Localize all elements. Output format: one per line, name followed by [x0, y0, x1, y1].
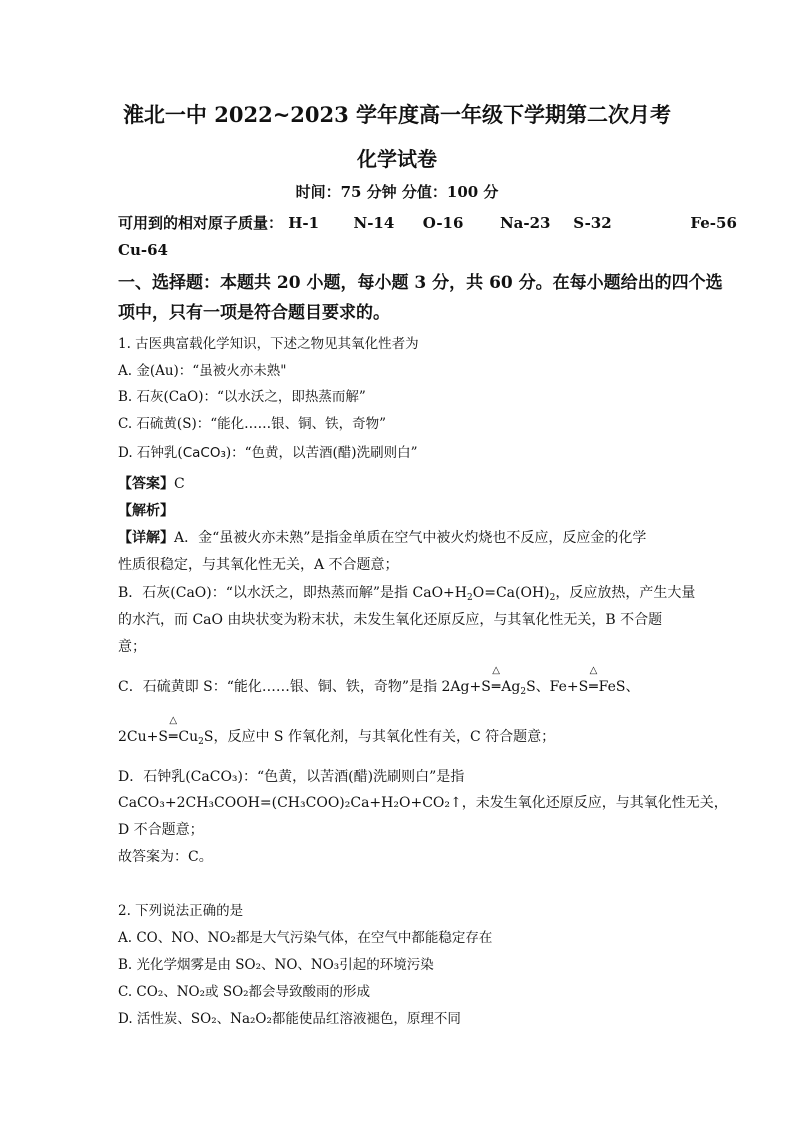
- option-a: A. 金(Au)：“虽被火亦未熟": [118, 363, 287, 379]
- detail-c-pre: C．石硫黄即 S：“能化……银、铜、铁，奇物”是指 2Ag+S: [118, 679, 491, 695]
- atomic-mass-item: O-16: [422, 214, 464, 232]
- section-heading: 一、选择题：本题共 20 小题，每小题 3 分，共 60 分。在每小题给出的四个选: [118, 273, 723, 293]
- option-b: B. 石灰(CaO)：“以水沃之，即热蒸而解”: [118, 389, 366, 405]
- detail-c2-post: S，反应中 S 作氧化剂，与其氧化性有关，C 符合题意；: [203, 729, 556, 745]
- heat-icon: △: [589, 665, 598, 676]
- equals-sign: ═: [168, 729, 178, 745]
- detail-a-text: A．金“虽被火亦未熟”是指金单质在空气中被火灼烧也不反应，反应金的化学: [174, 530, 647, 546]
- atomic-mass-item: Na-23: [499, 214, 551, 232]
- answer-value: C: [174, 476, 185, 492]
- detail-c-line1: [118, 665, 640, 697]
- detail-d-line3: D 不合题意；: [118, 822, 204, 838]
- heat-condition-arrow: [168, 715, 178, 745]
- subscript: 2: [198, 737, 204, 747]
- question-stem: 2. 下列说法正确的是: [118, 903, 244, 919]
- heat-condition-arrow: [491, 665, 501, 695]
- option-d-formula: CaCO₃: [182, 445, 226, 461]
- detail-c-mid: S、Fe+S: [526, 679, 589, 695]
- heat-icon: △: [492, 665, 500, 676]
- detail-a-line2: 性质很稳定，与其氧化性无关，A 不合题意；: [118, 557, 399, 573]
- option-d-suffix: )：“色黄，以苦酒(醋)洗刷则白”: [225, 445, 418, 461]
- detail-label: 【详解】: [118, 530, 174, 546]
- product-ag2s: Ag: [501, 679, 521, 695]
- option-a: A. CO、NO、NO₂都是大气污染气体，在空气中都能稳定存在: [118, 930, 493, 946]
- detail-c-line2: [118, 715, 556, 747]
- exam-subtitle: 化学试卷: [357, 147, 437, 171]
- exam-title: 淮北一中 2022~2023 学年度高一年级下学期第二次月考: [122, 102, 672, 127]
- equals-sign: ═: [589, 679, 598, 695]
- detail-a-line1: [118, 527, 646, 547]
- product-fes: FeS、: [598, 679, 640, 695]
- option-c: C. 石硫黄(S)：“能化……银、铜、铁，奇物”: [118, 416, 387, 432]
- atomic-mass-item: Fe-56: [690, 214, 737, 232]
- section-heading-cont: 项中，只有一项是符合题目要求的。: [118, 303, 390, 323]
- atomic-mass-item: H-1: [288, 214, 320, 232]
- option-b: B. 光化学烟雾是由 SO₂、NO、NO₃引起的环境污染: [118, 957, 434, 973]
- equals-sign: ═: [491, 679, 501, 695]
- detail-b-pre: B．石灰(CaO)：“以水沃之，即热蒸而解”是指 CaO+H: [118, 585, 467, 601]
- atomic-mass-item: N-14: [353, 214, 395, 232]
- option-d: [118, 441, 417, 461]
- exam-meta: 时间：75 分钟 分值：100 分: [295, 183, 499, 201]
- product-cu2s: Cu: [178, 729, 199, 745]
- detail-d-line1: D．石钟乳(CaCO₃)：“色黄，以苦酒(醋)洗刷则白”是指: [118, 769, 465, 785]
- detail-b-post: ，反应放热，产生大量: [555, 585, 696, 601]
- subscript: 2: [520, 687, 527, 697]
- option-d: D. 活性炭、SO₂、Na₂O₂都能使品红溶液褪色，原理不同: [118, 1011, 461, 1027]
- detail-b-line3: 意；: [118, 639, 146, 655]
- atomic-mass-item: S-32: [573, 214, 612, 232]
- subscript: 2: [467, 593, 473, 603]
- conclusion: 故答案为：C。: [118, 849, 213, 865]
- detail-b-line2: 的水汽，而 CaO 由块状变为粉末状，未发生氧化还原反应，与其氧化性无关，B 不合题: [118, 612, 663, 628]
- option-d-prefix: D. 石钟乳(: [118, 445, 183, 461]
- detail-c2-pre: 2Cu+S: [118, 729, 168, 745]
- heat-condition-arrow: [589, 665, 598, 695]
- question-stem: 1. 古医典富载化学知识，下述之物见其氧化性者为: [118, 336, 419, 352]
- analysis-label: 【解析】: [118, 503, 174, 519]
- answer-line: [118, 473, 185, 493]
- answer-label: 【答案】: [118, 476, 174, 492]
- detail-b-line1: [118, 582, 695, 602]
- atomic-mass-label: 可用到的相对原子质量：: [118, 214, 284, 232]
- option-c: C. CO₂、NO₂或 SO₂都会导致酸雨的形成: [118, 984, 371, 1000]
- atomic-mass-cont: Cu-64: [118, 241, 168, 259]
- heat-icon: △: [169, 715, 178, 726]
- detail-d-line2: CaCO₃+2CH₃COOH=(CH₃COO)₂Ca+H₂O+CO₂↑，未发生氧化还原反应，与其氧化性无关，: [118, 795, 728, 811]
- detail-b-mid: O=Ca(OH): [472, 585, 550, 601]
- subscript: 2: [549, 593, 556, 603]
- atomic-mass-line: [118, 212, 737, 233]
